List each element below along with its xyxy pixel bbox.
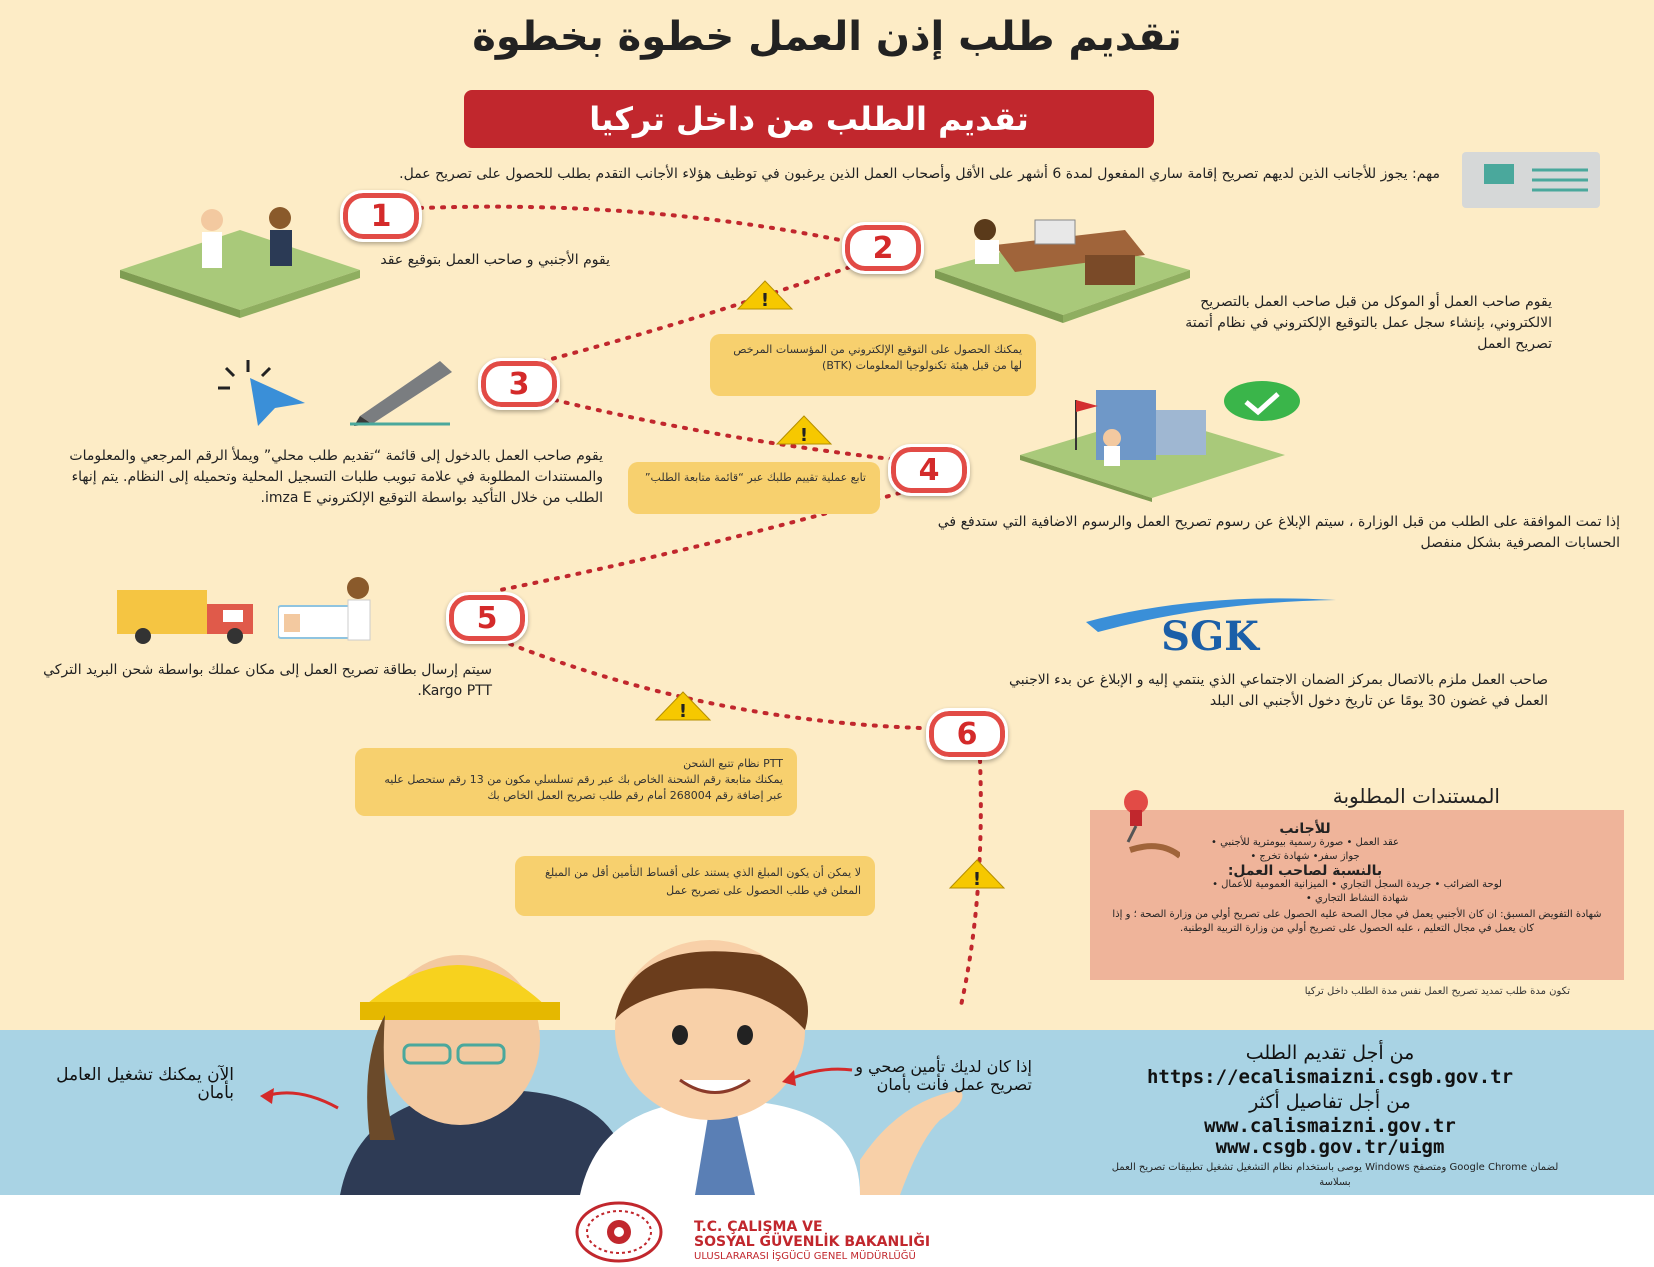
step-4-badge: 4 (888, 444, 970, 496)
envelope-icon (1462, 152, 1600, 208)
step-5-text: سيتم إرسال بطاقة تصريح العمل إلى مكان عملك بواسطة شحن البريد التركي Kargo PTT. (43, 662, 492, 699)
step-3-text: يقوم صاحب العمل بالدخول إلى قائمة “تقديم طلب محلي” ويملأ الرقم المرجعي والمعلومات والمستندات المطلوبة في علامة تبويب طلبات التسجيل المحلية وتحميله إلى النظام. يتم إنهاء الطلب من خلال التأكيد بواسطة التوقيع الإلكتروني imza E. (69, 448, 603, 506)
page-title: تقديم طلب إذن العمل خطوة بخطوة (472, 14, 1182, 60)
btk-bubble: يمكنك الحصول على التوقيع الإلكتروني من المؤسسات المرخص لها من قبل هيئة تكنولوجيا المعلومات (BTK) (710, 334, 1036, 396)
foreigners-item: عقد العمل • صورة رسمية بيومترية للأجنبي • (1211, 837, 1399, 848)
sgk-logo-text: SGK (1161, 613, 1259, 654)
step-2-badge: 2 (842, 222, 924, 274)
ptt-bubble (355, 748, 797, 816)
foreigners-title: للأجانب (1279, 821, 1331, 837)
svg-text:!: ! (972, 869, 982, 890)
safe-employment-text: الآن يمكنك تشغيل العامل بأمان (56, 1065, 234, 1103)
duration-note: تكون مدة طلب تمديد تصريح العمل نفس مدة الطلب داخل تركيا (1304, 986, 1570, 997)
truck-icon (115, 574, 265, 646)
calismaizni-link[interactable]: www.calismaizni.gov.tr (1204, 1115, 1456, 1137)
apply-label: من أجل تقديم الطلب (1245, 1042, 1415, 1064)
employer-item: لوحة الضرائب • جريدة السجل التجاري • الميزانية العمومية للأعمال • (1212, 879, 1502, 890)
sgk-logo (1078, 592, 1338, 654)
browser-note: لضمان Google Chrome ومتصفح Windows يوصى باستخدام نظام التشغيل تشغيل تطبيقات تصريح العمل بسلاسة (1111, 1162, 1559, 1188)
employer-item: شهادة النشاط التجاري • (1305, 893, 1409, 904)
documents-panel (1090, 810, 1624, 980)
tracking-bubble: تابع عملية تقييم طلبك عبر “قائمة متابعة الطلب” (628, 462, 880, 514)
ptt-bubble-text: يمكنك متابعة رقم الشحنة الخاص بك عبر رقم تسلسلي مكون من 13 رقم ستحصل عليه عبر إضافة رقم 268004 أمام رقم طلب تصريح العمل الخاص بك (384, 773, 783, 802)
employer-title: بالنسبة لصاحب العمل: (1227, 863, 1383, 879)
insurance-safety-text: إذا كان لديك تأمين صحي و تصريح عمل فأنت بأمان (855, 1057, 1032, 1094)
pushpin-icon (1110, 790, 1180, 862)
warning-icon (775, 414, 833, 446)
step-3-badge: 3 (478, 358, 560, 410)
important-note: مهم: يجوز للأجانب الذين لديهم تصريح إقامة ساري المفعول لمدة 6 أشهر على الأقل وأصحاب العمل الذين يرغبون في توظيف هؤلاء الأجانب التقدم بطلب للحصول على تصريح عمل. (399, 166, 1440, 182)
ministry-name-line3: ULUSLARARASI İŞGÜCÜ GENEL MÜDÜRLÜĞÜ (694, 1251, 916, 1262)
warning-icon (948, 858, 1006, 890)
warning-icon (736, 279, 794, 311)
pen-icon (350, 356, 460, 426)
step-1-badge: 1 (340, 190, 422, 242)
work-permit-card-icon (278, 576, 388, 646)
svg-text:!: ! (760, 290, 770, 311)
office-desk-illustration (935, 210, 1190, 325)
insurance-bubble: لا يمكن أن يكون المبلغ الذي يستند على أقساط التأمين أقل من المبلغ المعلن في طلب الحصول على تصريح عمل (515, 856, 875, 916)
check-icon (1222, 380, 1302, 422)
step-4-text: إذا تمت الموافقة على الطلب من قبل الوزارة ، سيتم الإبلاغ عن رسوم تصريح العمل والرسوم الاضافية التي ستدفع في الحسابات المصرفية بشكل منفصل (937, 514, 1620, 551)
step-1-text: يقوم الأجنبي و صاحب العمل بتوقيع عقد (380, 252, 610, 268)
cursor-icon (210, 358, 310, 428)
warning-icon (654, 690, 712, 722)
step-5-badge: 5 (446, 592, 528, 644)
arrow-left-icon (258, 1082, 342, 1114)
step-2-text: يقوم صاحب العمل أو الموكل من قبل صاحب العمل بالتصريح الالكتروني، بإنشاء سجل عمل بالتوقيع الإلكتروني في نظام أتمتة تصريح العمل (1185, 294, 1552, 352)
section-banner: تقديم الطلب من داخل تركيا (464, 90, 1154, 148)
csgb-link[interactable]: www.csgb.gov.tr/uigm (1215, 1136, 1445, 1158)
svg-text:!: ! (678, 701, 688, 722)
ministry-emblem (574, 1201, 664, 1263)
step-6-text: صاحب العمل ملزم بالاتصال بمركز الضمان الاجتماعي الذي ينتمي إليه و الإبلاغ عن بدء الاجنبي العمل في غضون 30 يومًا عن تاريخ دخول الأجنبي الى البلد (1009, 672, 1548, 709)
more-details-label: من أجل تفاصيل أكثر (1249, 1091, 1411, 1113)
ptt-bubble-title: PTT نظام تتبع الشحن (683, 757, 783, 770)
step-6-badge: 6 (926, 708, 1008, 760)
svg-text:!: ! (799, 425, 809, 446)
ministry-name-line2: SOSYAL GÜVENLİK BAKANLIĞI (694, 1234, 931, 1250)
handshake-illustration (120, 200, 360, 320)
ministry-name-line1: T.C. ÇALIŞMA VE (694, 1219, 823, 1235)
documents-heading: المستندات المطلوبة (1332, 784, 1500, 808)
foreigners-item: جواز سفر• شهادة تخرج • (1250, 851, 1360, 862)
apply-link[interactable]: https://ecalismaizni.csgb.gov.tr (1146, 1066, 1514, 1088)
prior-authorization: شهادة التفويض المسبق: ان كان الأجنبي يعمل في مجال الصحة عليه الحصول على تصريح أولي من وزارة الصحة ؛ و إذا كان يعمل في مجال التعليم ، عليه الحصول على تصريح أولي من وزارة التربية الوطنية. (1112, 909, 1602, 934)
